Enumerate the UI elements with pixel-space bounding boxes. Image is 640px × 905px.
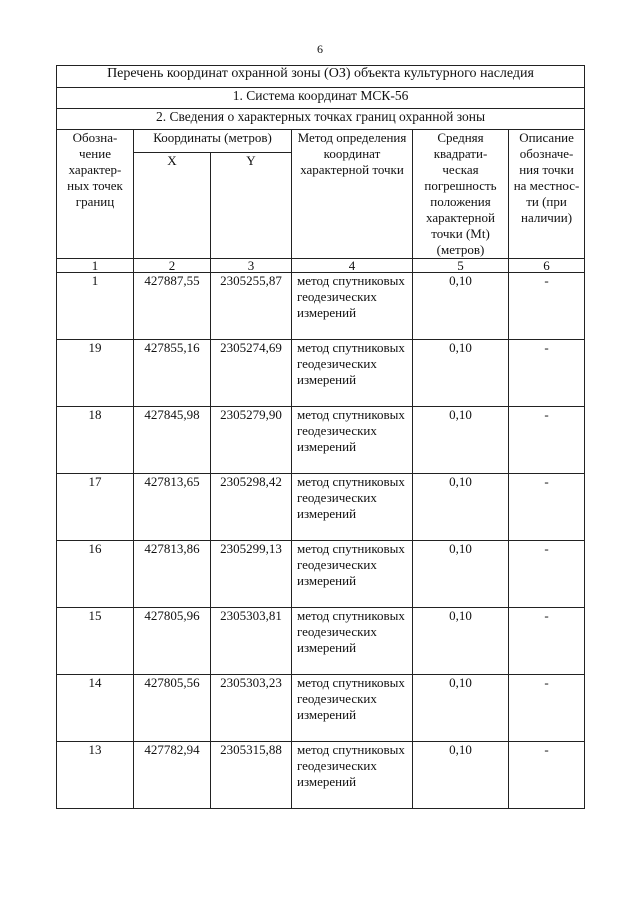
coord-y: 2305303,23 xyxy=(211,675,292,742)
table-row xyxy=(57,675,585,742)
header-method: Метод определения координат характерной точки xyxy=(292,130,413,259)
column-number: 2 xyxy=(134,259,211,273)
table-row xyxy=(57,273,585,340)
coord-y: 2305299,13 xyxy=(211,541,292,608)
point-id: 19 xyxy=(57,340,134,407)
description: - xyxy=(509,541,585,608)
point-id: 14 xyxy=(57,675,134,742)
title-row xyxy=(57,66,585,88)
coord-y: 2305315,88 xyxy=(211,742,292,809)
header-y: Y xyxy=(211,153,292,259)
point-id: 15 xyxy=(57,608,134,675)
column-number: 6 xyxy=(509,259,585,273)
point-id: 18 xyxy=(57,407,134,474)
point-id: 1 xyxy=(57,273,134,340)
error-value: 0,10 xyxy=(413,675,509,742)
coordinate-system: 1. Система координат МСК-56 xyxy=(57,88,585,109)
coord-x: 427813,65 xyxy=(134,474,211,541)
table-title: Перечень координат охранной зоны (ОЗ) объекта культурного наследия xyxy=(57,66,585,88)
table-row xyxy=(57,541,585,608)
description: - xyxy=(509,407,585,474)
method: метод спутниковых геодезических измерений xyxy=(292,407,413,474)
coordinates-table xyxy=(56,65,585,809)
header-row xyxy=(57,130,585,153)
section-row xyxy=(57,109,585,130)
description: - xyxy=(509,340,585,407)
description: - xyxy=(509,474,585,541)
coord-x: 427855,16 xyxy=(134,340,211,407)
point-id: 13 xyxy=(57,742,134,809)
error-value: 0,10 xyxy=(413,273,509,340)
column-number: 3 xyxy=(211,259,292,273)
coord-x: 427845,98 xyxy=(134,407,211,474)
method: метод спутниковых геодезических измерений xyxy=(292,273,413,340)
system-row xyxy=(57,88,585,109)
header-coordinates: Координаты (метров) xyxy=(134,130,292,153)
table-row xyxy=(57,742,585,809)
method: метод спутниковых геодезических измерений xyxy=(292,742,413,809)
header-error: Средняя квадрати-ческая погрешность положения характерной точки (Mt) (метров) xyxy=(413,130,509,259)
section-title: 2. Сведения о характерных точках границ охранной зоны xyxy=(57,109,585,130)
header-description: Описание обозначе-ния точки на местнос-ти (при наличии) xyxy=(509,130,585,259)
column-number-row xyxy=(57,259,585,273)
coord-y: 2305274,69 xyxy=(211,340,292,407)
error-value: 0,10 xyxy=(413,742,509,809)
table-row xyxy=(57,407,585,474)
method: метод спутниковых геодезических измерений xyxy=(292,675,413,742)
table-row xyxy=(57,474,585,541)
description: - xyxy=(509,675,585,742)
coord-y: 2305303,81 xyxy=(211,608,292,675)
coord-x: 427887,55 xyxy=(134,273,211,340)
coord-y: 2305279,90 xyxy=(211,407,292,474)
column-number: 1 xyxy=(57,259,134,273)
table-row xyxy=(57,340,585,407)
error-value: 0,10 xyxy=(413,474,509,541)
page-number: 6 xyxy=(317,42,323,56)
description: - xyxy=(509,742,585,809)
error-value: 0,10 xyxy=(413,541,509,608)
description: - xyxy=(509,273,585,340)
coord-x: 427813,86 xyxy=(134,541,211,608)
point-id: 16 xyxy=(57,541,134,608)
error-value: 0,10 xyxy=(413,340,509,407)
coord-y: 2305298,42 xyxy=(211,474,292,541)
method: метод спутниковых геодезических измерений xyxy=(292,474,413,541)
table-row xyxy=(57,608,585,675)
point-id: 17 xyxy=(57,474,134,541)
coord-x: 427805,96 xyxy=(134,608,211,675)
coord-x: 427805,56 xyxy=(134,675,211,742)
column-number: 4 xyxy=(292,259,413,273)
description: - xyxy=(509,608,585,675)
header-point: Обозна-чение характер-ных точек границ xyxy=(57,130,134,259)
header-x: X xyxy=(134,153,211,259)
method: метод спутниковых геодезических измерений xyxy=(292,340,413,407)
error-value: 0,10 xyxy=(413,608,509,675)
method: метод спутниковых геодезических измерений xyxy=(292,541,413,608)
coord-y: 2305255,87 xyxy=(211,273,292,340)
column-number: 5 xyxy=(413,259,509,273)
coord-x: 427782,94 xyxy=(134,742,211,809)
error-value: 0,10 xyxy=(413,407,509,474)
method: метод спутниковых геодезических измерений xyxy=(292,608,413,675)
